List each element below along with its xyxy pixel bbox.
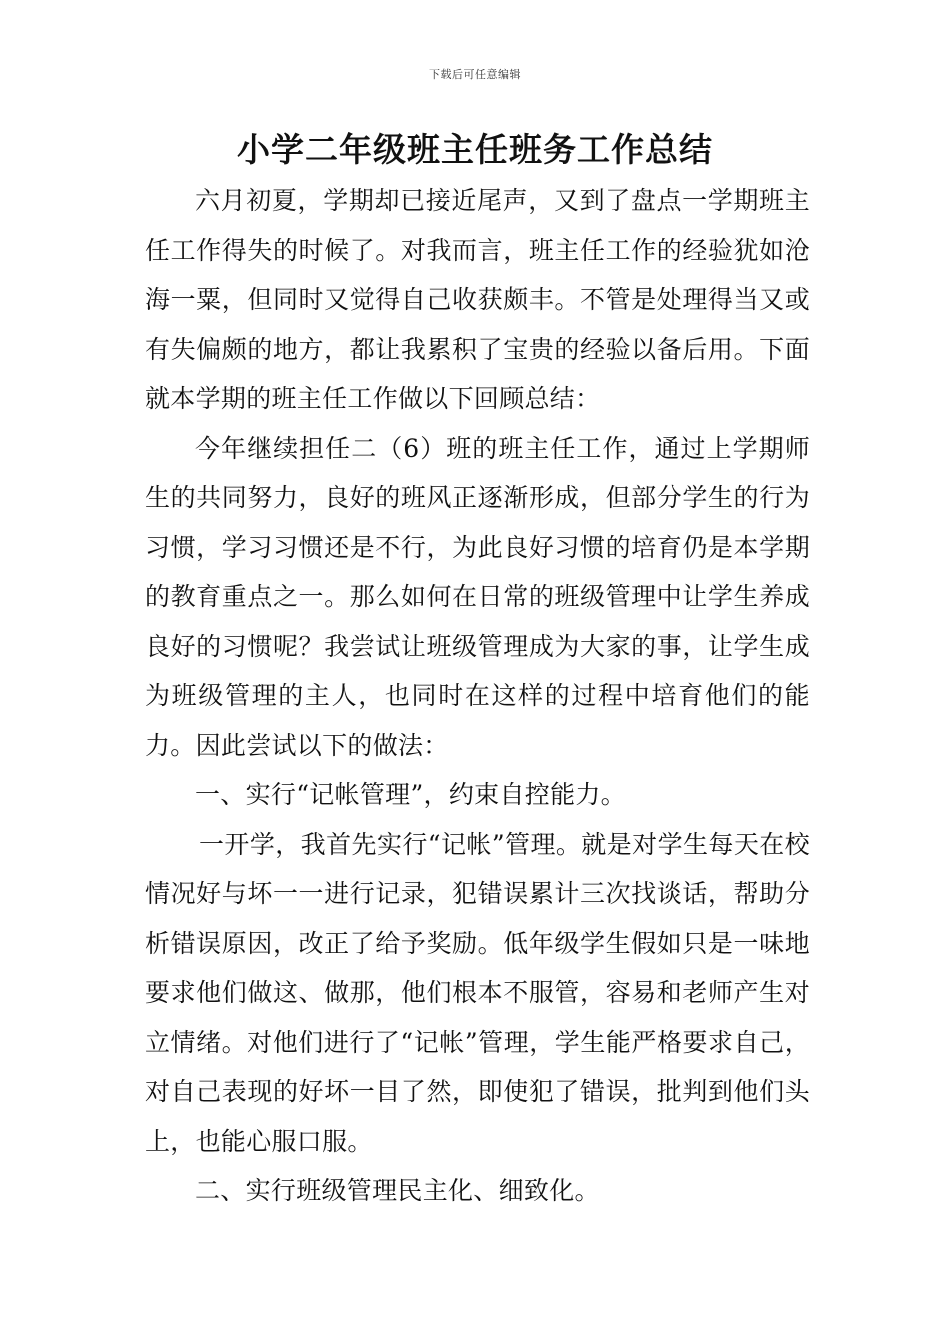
section-heading-1: 一、实行“记帐管理”，约束自控能力。 xyxy=(195,780,626,809)
page-header-note: 下载后可任意编辑 xyxy=(429,68,521,81)
paragraph-class-overview: 今年继续担任二（6）班的班主任工作，通过上学期师生的共同努力，良好的班风正逐渐形成，但部分学生的行为习惯，学习习惯还是不行，为此良好习惯的培育仍是本学期的教育重点之一。那么如何在日常的班级管理中让学生养成良好的习惯呢？我尝试让班级管理成为大家的事，让学生成为班级管理的主人，也同时在这样的过程中培育他们的能力。因此尝试以下的做法： xyxy=(145,433,810,760)
paragraph-record-management: 一开学，我首先实行“记帐”管理。就是对学生每天在校情况好与坏一一进行记录，犯错误累计三次找谈话，帮助分析错误原因，改正了给予奖励。低年级学生假如只是一味地要求他们做这、做那，他们根本不服管，容易和老师产生对立情绪。对他们进行了“记帐”管理，学生能严格要求自己，对自己表现的好坏一目了然，即使犯了错误，批判到他们头上，也能心服口服。 xyxy=(145,829,810,1156)
document-title: 小学二年级班主任班务工作总结 xyxy=(237,130,713,169)
section-heading-2: 二、实行班级管理民主化、细致化。 xyxy=(195,1176,600,1205)
document-body xyxy=(145,176,810,1216)
paragraph-intro: 六月初夏，学期却已接近尾声，又到了盘点一学期班主任工作得失的时候了。对我而言，班主任工作的经验犹如沧海一粟，但同时又觉得自己收获颇丰。不管是处理得当又或有失偏颇的地方，都让我累积了宝贵的经验以备后用。下面就本学期的班主任工作做以下回顾总结： xyxy=(145,186,810,413)
